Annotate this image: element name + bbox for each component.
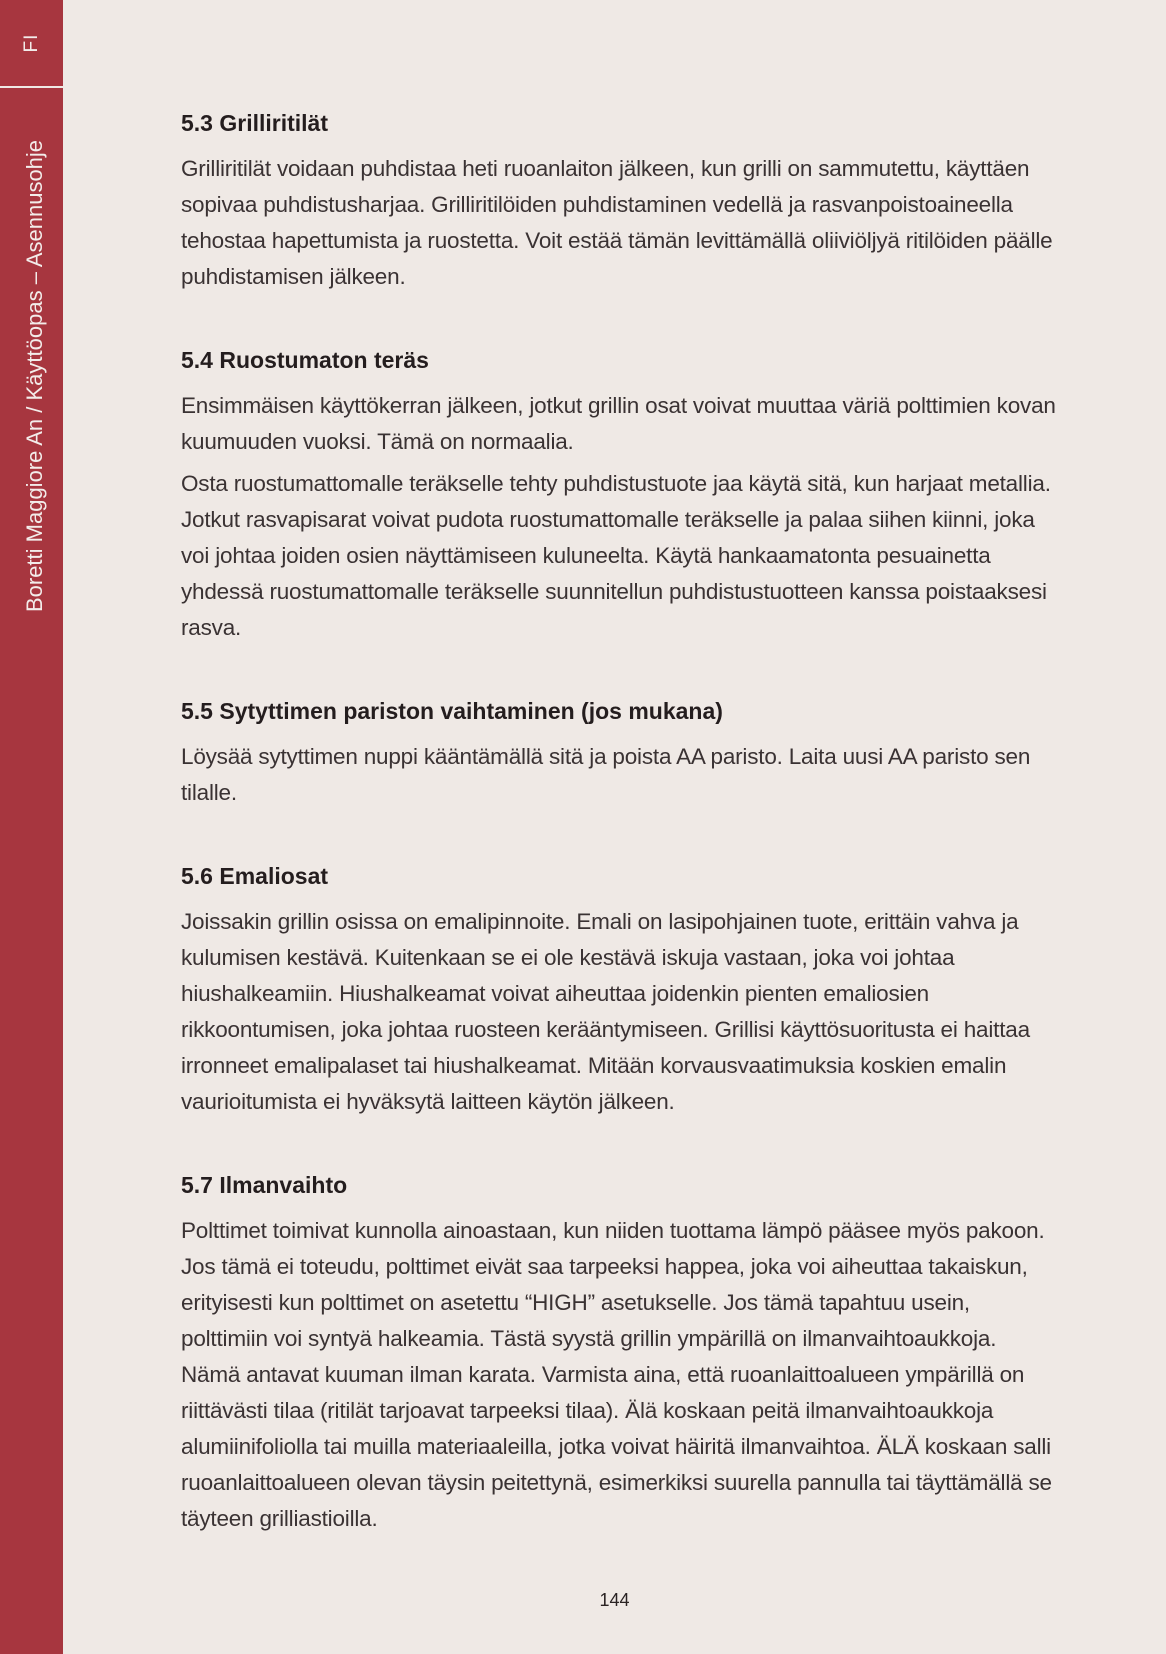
document-title: Boretti Maggiore An / Käyttöopas – Asennusohje	[22, 139, 47, 613]
section-heading: 5.7 Ilmanvaihto	[181, 1172, 348, 1198]
section-heading: 5.3 Grilliritilät	[181, 110, 328, 136]
section-paragraph: Ensimmäisen käyttökerran jälkeen, jotkut grillin osat voivat muuttaa väriä polttimien kovan kuumuuden vuoksi. Tämä on normaalia.	[181, 393, 1056, 454]
section-paragraph: Polttimet toimivat kunnolla ainoastaan, kun niiden tuottama lämpö pääsee myös pakoon. Jos tämä ei toteudu, polttimet eivät saa tarpeeksi happea, joka voi aiheuttaa takaiskun, erityisesti kun polttimet on asetettu “HIGH” asetukselle. Jos tämä tapahtuu usein, polttimiin voi syntyä halkeamia. Tästä syystä grillin ympärillä on ilmanvaihtoaukkoja. Nämä antavat kuuman ilman karata. Varmista aina, että ruoanlaittoalueen ympärillä on riittävästi tilaa (ritilät tarjoavat tarpeeksi tilaa). Älä koskaan peitä ilmanvaihtoaukkoja alumiinifoliolla tai muilla materiaaleilla, jotka voivat häiritä ilmanvaihtoa. ÄLÄ koskaan salli ruoanlaittoalueen olevan täysin peitettynä, esimerkiksi suurella pannulla tai täyttämällä se täyteen grilliastioilla.	[181, 1218, 1052, 1531]
language-tab	[0, 0, 63, 88]
section-paragraph: Löysää sytyttimen nuppi kääntämällä sitä ja poista AA paristo. Laita uusi AA paristo sen tilalle.	[181, 744, 1031, 805]
section-heading: 5.5 Sytyttimen pariston vaihtaminen (jos mukana)	[181, 698, 723, 724]
section-igniter-battery	[181, 694, 1061, 811]
section-ventilation	[181, 1168, 1061, 1537]
language-label: FI	[20, 33, 42, 53]
section-paragraph: Osta ruostumattomalle teräkselle tehty puhdistustuote jaa käytä sitä, kun harjaat metallia. Jotkut rasvapisarat voivat pudota ruostumattomalle teräkselle ja palaa siihen kiinni, joka voi johtaa joiden osien näyttämiseen kuluneelta. Käytä hankaamatonta pesuainetta yhdessä ruostumattomalle teräkselle suunnitellun puhdistustuotteen kanssa poistaaksesi rasva.	[181, 471, 1051, 640]
sidebar	[0, 0, 63, 1654]
main-content	[181, 106, 1061, 1585]
section-paragraph: Grilliritilät voidaan puhdistaa heti ruoanlaiton jälkeen, kun grilli on sammutettu, käyttäen sopivaa puhdistusharjaa. Grilliritilöiden puhdistaminen vedellä ja rasvanpoistoaineella tehostaa hapettumista ja ruostetta. Voit estää tämän levittämällä oliiviöljyä ritilöiden päälle puhdistamisen jälkeen.	[181, 156, 1053, 289]
section-heading: 5.4 Ruostumaton teräs	[181, 347, 429, 373]
page-number: 144	[599, 1590, 630, 1610]
section-enamel-parts	[181, 859, 1061, 1120]
section-paragraph: Joissakin grillin osissa on emalipinnoite. Emali on lasipohjainen tuote, erittäin vahva ja kulumisen kestävä. Kuitenkaan se ei ole kestävä iskuja vastaan, joka voi johtaa hiushalkeamiin. Hiushalkeamat voivat aiheuttaa joidenkin pienten emaliosien rikkoontumisen, joka johtaa ruosteen kerääntymiseen. Grillisi käyttösuoritusta ei haittaa irronneet emalipalaset tai hiushalkeamat. Mitään korvausvaatimuksia koskien emalin vaurioitumista ei hyväksytä laitteen käytön jälkeen.	[181, 909, 1030, 1114]
section-grill-grates	[181, 106, 1061, 295]
section-heading: 5.6 Emaliosat	[181, 863, 329, 889]
section-stainless-steel	[181, 343, 1061, 646]
